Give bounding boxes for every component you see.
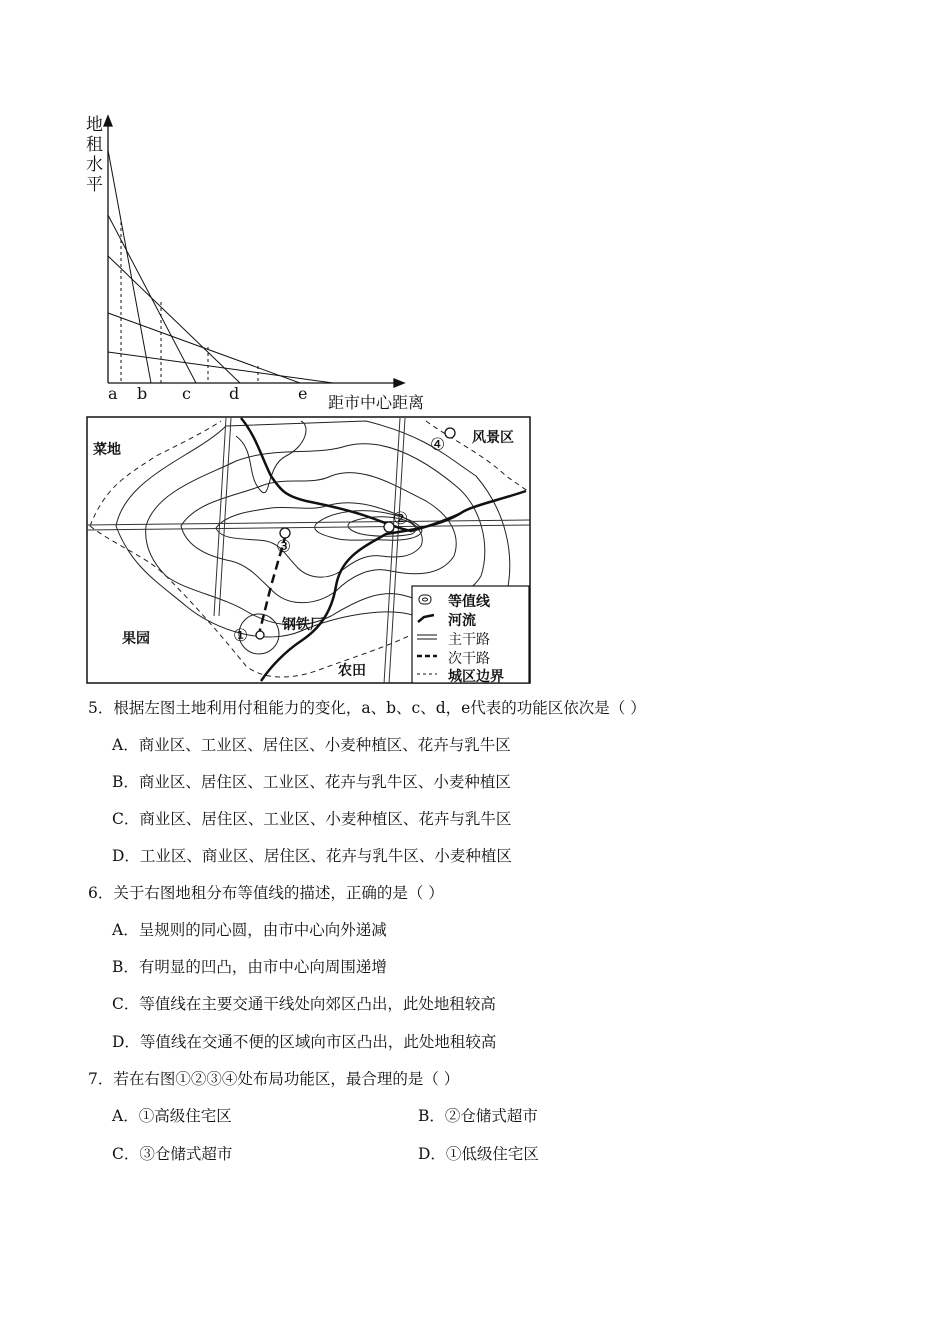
question-6-option-c: C．等值线在主要交通干线处向郊区凸出，此处地租较高 xyxy=(112,995,496,1013)
label-vegetable: 菜地 xyxy=(93,442,121,458)
question-7-stem: 7．若在右图①②③④处布局功能区，最合理的是（ ） xyxy=(88,1070,460,1088)
y-axis-arrow xyxy=(104,116,112,126)
legend-label-river: 河流 xyxy=(448,613,476,629)
marker-1: ① xyxy=(233,626,249,646)
legend-label-boundary: 城区边界 xyxy=(448,669,504,685)
tick-a: a xyxy=(108,384,118,403)
question-5-option-b: B．商业区、居住区、工业区、花卉与乳牛区、小麦种植区 xyxy=(112,773,511,791)
x-axis-label: 距市中心距离 xyxy=(328,393,425,412)
tick-d: d xyxy=(229,384,240,403)
label-orchard: 果园 xyxy=(122,631,150,647)
y-axis-char: 租 xyxy=(86,135,103,155)
legend-label-secondary-road: 次干路 xyxy=(448,651,490,667)
rent-curve-chart xyxy=(0,0,950,420)
marker-4: ④ xyxy=(430,435,446,455)
question-5-stem: 5．根据左图土地利用付租能力的变化，a、b、c、d，e代表的功能区依次是（ ） xyxy=(88,699,646,717)
rent-line-industrial xyxy=(108,256,240,383)
rent-line-agri-1 xyxy=(108,313,300,383)
question-7-option-a: A．①高级住宅区 xyxy=(112,1107,232,1125)
question-6-option-d: D．等值线在交通不便的区域向市区凸出，此处地租较高 xyxy=(112,1033,497,1051)
question-7-option-b: B．②仓储式超市 xyxy=(418,1107,538,1125)
x-axis-arrow xyxy=(394,379,404,387)
tick-c: c xyxy=(182,384,191,403)
tick-e: e xyxy=(298,384,308,403)
question-6-option-a: A．呈规则的同心圆，由市中心向外递减 xyxy=(112,921,387,939)
legend-label-main-road: 主干路 xyxy=(448,632,490,648)
question-6-option-b: B．有明显的凹凸，由市中心向周围递增 xyxy=(112,958,387,976)
question-5-option-a: A．商业区、工业区、居住区、小麦种植区、花卉与乳牛区 xyxy=(112,736,511,754)
y-axis-char: 平 xyxy=(86,175,103,195)
rent-line-agri-2 xyxy=(108,352,333,383)
question-6-stem: 6．关于右图地租分布等值线的描述，正确的是（ ） xyxy=(88,884,444,902)
question-7-option-c: C．③仓储式超市 xyxy=(112,1145,233,1163)
rent-line-commercial xyxy=(108,150,151,383)
question-5-option-c: C．商业区、居住区、工业区、小麦种植区、花卉与乳牛区 xyxy=(112,810,512,828)
marker-3: ③ xyxy=(276,537,292,557)
marker-dot-1 xyxy=(256,631,264,639)
y-axis-char: 水 xyxy=(86,155,103,175)
marker-circle-4 xyxy=(445,428,455,438)
question-7-option-d: D．①低级住宅区 xyxy=(418,1145,539,1163)
y-axis-char: 地 xyxy=(86,115,103,135)
label-scenic: 风景区 xyxy=(472,430,514,446)
tick-b: b xyxy=(137,384,148,403)
marker-2: ② xyxy=(393,509,409,529)
legend-label-contour: 等值线 xyxy=(448,594,490,610)
question-5-option-d: D．工业区、商业区、居住区、花卉与乳牛区、小麦种植区 xyxy=(112,847,512,865)
label-farmland: 农田 xyxy=(338,663,366,679)
label-steel: 钢铁厂 xyxy=(282,617,324,633)
